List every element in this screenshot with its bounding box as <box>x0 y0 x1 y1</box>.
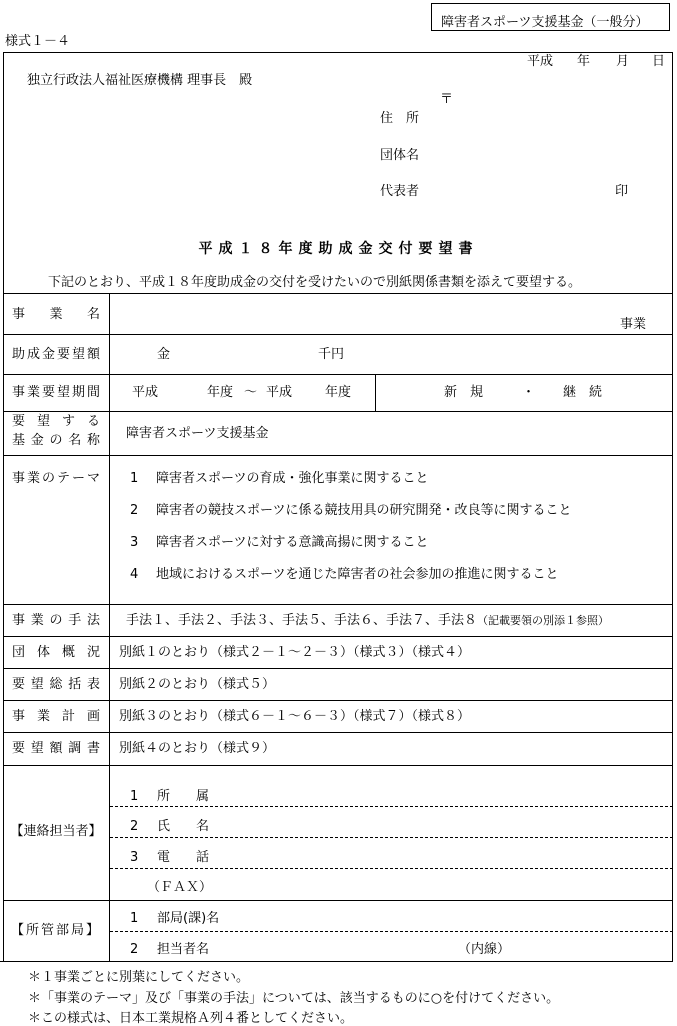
summary-value: 別紙２のとおり（様式５） <box>119 677 276 692</box>
project-name-field[interactable] <box>110 296 672 333</box>
amount-prefix: 金 <box>157 347 171 362</box>
org-overview-label: 団体概況 <box>12 645 100 660</box>
plan-label: 事業計画 <box>12 709 100 724</box>
dashed-line <box>110 837 673 838</box>
amount-unit: 千円 <box>318 347 345 362</box>
representative-label: 代表者 <box>380 184 420 199</box>
date-year: 年 <box>577 54 591 69</box>
fund-category-label: 障害者スポーツ支援基金（一般分） <box>441 15 649 30</box>
theme-item-2-number: 2 <box>130 503 139 518</box>
period-from-era: 平成 <box>132 385 159 400</box>
dashed-line <box>110 931 673 932</box>
date-era: 平成 <box>527 54 554 69</box>
period-label: 事業要望期間 <box>12 385 100 400</box>
organization-label: 団体名 <box>380 148 420 163</box>
postal-mark: 〒 <box>440 92 454 107</box>
method-list: 手法１、手法２、手法３、手法５、手法６、手法７、手法８ <box>126 613 478 628</box>
table-line <box>3 900 673 901</box>
table-line <box>3 604 673 605</box>
period-to-era: 平成 <box>266 385 293 400</box>
form-number: 様式１－４ <box>5 34 71 49</box>
table-line <box>3 455 673 456</box>
summary-label: 要望総括表 <box>12 677 100 692</box>
period-tilde: ～ <box>244 385 258 400</box>
project-name-label: 事業名 <box>12 307 100 322</box>
fund-name-value: 障害者スポーツ支援基金 <box>126 426 269 441</box>
theme-item-3[interactable]: 障害者スポーツに対する意識高揚に関すること <box>156 535 429 550</box>
contact-phone-label: 電 話 <box>157 850 210 865</box>
period-from-unit: 年度 <box>207 385 234 400</box>
frame-bottom-line <box>0 961 673 962</box>
period-divider <box>375 374 376 411</box>
table-line <box>3 765 673 766</box>
dept-person-field[interactable] <box>220 934 450 960</box>
table-line <box>3 374 673 375</box>
dept-item-2-number: 2 <box>130 942 139 957</box>
theme-item-4[interactable]: 地域におけるスポーツを通じた障害者の社会参加の推進に関すること <box>156 567 559 582</box>
fund-name-label-line2: 基金の名称 <box>12 433 100 448</box>
table-line <box>3 668 673 669</box>
dept-item-1-number: 1 <box>130 911 139 926</box>
contact-label: 【連絡担当者】 <box>10 824 102 839</box>
amount-detail-label: 要望額調書 <box>12 741 100 756</box>
contact-fax-field[interactable] <box>230 871 670 898</box>
theme-item-4-number: 4 <box>130 567 139 582</box>
table-line <box>3 411 673 412</box>
org-overview-value: 別紙１のとおり（様式２－１～２－３）（様式３）（様式４） <box>119 645 471 660</box>
dept-extension-label: （内線） <box>458 942 511 957</box>
dept-person-label: 担当者名 <box>157 942 210 957</box>
theme-label: 事業のテーマ <box>12 471 100 486</box>
contact-name-field[interactable] <box>230 810 670 835</box>
date-day: 日 <box>652 54 666 69</box>
dashed-line <box>110 806 673 807</box>
amount-detail-value: 別紙４のとおり（様式９） <box>119 741 276 756</box>
dept-name-label: 部局(課)名 <box>157 911 220 926</box>
table-line <box>3 293 673 294</box>
contact-item-1-number: 1 <box>130 789 139 804</box>
contact-affiliation-label: 所 属 <box>157 789 210 804</box>
amount-field[interactable] <box>175 336 315 372</box>
dept-name-field[interactable] <box>240 903 670 929</box>
period-to-unit: 年度 <box>325 385 352 400</box>
method-value[interactable] <box>126 614 609 627</box>
plan-value: 別紙３のとおり（様式６－１～６－３）（様式７）（様式８） <box>119 709 471 724</box>
option-continue[interactable]: 継 続 <box>563 385 603 400</box>
theme-item-1-number: 1 <box>130 471 139 486</box>
fund-category-box <box>431 3 670 31</box>
document-title: 平成１８年度助成金交付要望書 <box>198 241 479 257</box>
contact-fax-label: （ＦＡＸ） <box>147 880 213 895</box>
table-line <box>3 334 673 335</box>
date-month: 月 <box>616 54 630 69</box>
addressee: 独立行政法人福祉医療機構 理事長 殿 <box>27 73 253 88</box>
method-note: （記載要領の別添１参照） <box>477 614 610 627</box>
dept-label: 【所管部局】 <box>10 923 101 938</box>
table-line <box>3 700 673 701</box>
option-separator: ・ <box>522 385 536 400</box>
footnote-2: ＊「事業のテーマ」及び「事業の手法」については、該当するものに○を付けてください。 <box>28 991 560 1006</box>
theme-item-2[interactable]: 障害者の競技スポーツに係る競技用具の研究開発・改良等に関すること <box>156 503 572 518</box>
amount-label: 助成金要望額 <box>12 347 100 362</box>
contact-affiliation-field[interactable] <box>230 780 670 805</box>
address-label: 住 所 <box>380 111 420 126</box>
table-line <box>3 732 673 733</box>
contact-item-2-number: 2 <box>130 819 139 834</box>
dashed-line <box>110 868 673 869</box>
seal-mark: 印 <box>615 184 629 199</box>
theme-item-1[interactable]: 障害者スポーツの育成・強化事業に関すること <box>156 471 429 486</box>
table-line <box>3 636 673 637</box>
project-name-suffix: 事業 <box>620 317 647 332</box>
contact-item-3-number: 3 <box>130 850 139 865</box>
footnote-1: ＊１事業ごとに別葉にしてください。 <box>28 970 250 985</box>
theme-item-3-number: 3 <box>130 535 139 550</box>
method-label: 事業の手法 <box>12 613 100 628</box>
footnote-3: ＊この様式は、日本工業規格Ａ列４番としてください。 <box>28 1011 354 1026</box>
fund-name-label-line1: 要望する <box>12 414 100 429</box>
label-column-divider <box>109 293 110 962</box>
contact-phone-field[interactable] <box>230 841 670 866</box>
intro-text: 下記のとおり、平成１８年度助成金の交付を受けたいので別紙関係書類を添えて要望する。 <box>48 275 582 290</box>
contact-name-label: 氏 名 <box>157 819 210 834</box>
option-new[interactable]: 新 規 <box>444 385 484 400</box>
